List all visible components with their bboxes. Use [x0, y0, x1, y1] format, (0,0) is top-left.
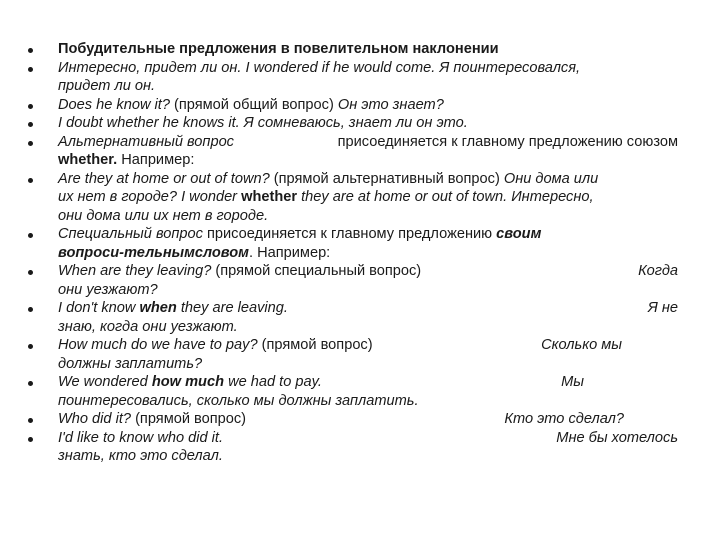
bullet-dot-icon — [28, 270, 33, 275]
list-item — [28, 170, 678, 226]
russian-translation: поинтересовались, сколько мы должны заплатить. — [58, 392, 419, 409]
russian-translation: Я не — [647, 300, 678, 316]
bullet-dot-icon — [28, 418, 33, 423]
english-question: Who did it? — [58, 411, 132, 427]
russian-translation: Мне бы хотелось — [556, 429, 678, 446]
question-type-note: (прямой общий вопрос) — [169, 96, 338, 113]
russian-translation: они дома или их нет в городе. — [58, 207, 269, 224]
list-item — [28, 133, 678, 170]
keyword: своим — [496, 226, 542, 242]
list-item — [28, 299, 678, 336]
english-question: Are they at home or out of town? — [58, 170, 270, 187]
keyword: whether. — [58, 152, 118, 168]
keyword: вопроси-тельнымсловом — [58, 244, 249, 261]
english-sentence: they are leaving. — [176, 300, 288, 316]
rule-text: Например: — [117, 152, 195, 168]
list-item — [28, 40, 678, 59]
russian-translation: Когда — [638, 263, 678, 279]
russian-translation: должны заплатить? — [58, 355, 203, 372]
list-item — [28, 429, 678, 466]
question-type-note: (прямой специальный вопрос) — [211, 263, 422, 279]
russian-translation: Кто это сделал? — [504, 411, 624, 427]
rule-text: . Например: — [248, 244, 331, 261]
bullet-dot-icon — [28, 104, 33, 109]
example-text: I doubt whether he knows it. Я сомневаюсь, знает ли он это. — [58, 115, 468, 131]
question-type-note: (прямой вопрос) — [257, 337, 373, 353]
example-text: they are at home or out of town. Интересно, — [297, 189, 594, 205]
list-item — [28, 59, 678, 96]
list-item — [28, 114, 678, 133]
keyword: when — [139, 300, 177, 316]
list-item — [28, 373, 678, 410]
justified-line — [58, 410, 678, 429]
english-question: Does he know it? — [58, 96, 170, 113]
question-type-note: (прямой вопрос) — [131, 411, 247, 427]
term: Альтернативный вопрос — [58, 133, 234, 150]
english-sentence: I don't know — [58, 300, 140, 316]
keyword: how much — [151, 374, 225, 390]
english-sentence: we had to pay. — [224, 374, 322, 390]
example-text: их нет в городе? I wonder — [58, 189, 242, 205]
english-sentence: I'd like to know who did it. — [58, 429, 224, 446]
rule-text: присоединяется к главному предложению союзом — [337, 133, 678, 150]
bullet-dot-icon — [28, 67, 33, 72]
justified-line — [58, 299, 678, 318]
bullet-dot-icon — [28, 344, 33, 349]
english-question: When are they leaving? — [58, 263, 212, 279]
keyword: whether — [241, 189, 298, 205]
justified-line — [58, 133, 678, 152]
slide-heading: Побудительные предложения в повелительном наклонении — [58, 41, 499, 57]
russian-translation: Он это знает? — [337, 96, 444, 113]
bullet-list — [28, 40, 678, 466]
justified-line — [58, 336, 678, 355]
justified-line — [58, 429, 678, 448]
list-item — [28, 225, 678, 262]
list-item — [28, 262, 678, 299]
russian-translation: знаю, когда они уезжают. — [58, 318, 238, 335]
justified-line — [58, 262, 678, 281]
rule-text: присоединяется к главному предложению — [202, 226, 497, 242]
bullet-dot-icon — [28, 437, 33, 442]
example-text: Интересно, придет ли он. I wondered if he would come. Я поинтересовался, — [58, 59, 581, 76]
russian-translation: они уезжают? — [58, 281, 158, 298]
question-type-note: (прямой альтернативный вопрос) — [269, 170, 504, 187]
english-question: How much do we have to pay? — [58, 337, 258, 353]
english-sentence: We wondered — [58, 374, 152, 390]
russian-translation: Сколько мы — [541, 337, 622, 353]
example-text: придет ли он. — [58, 78, 156, 94]
bullet-dot-icon — [28, 141, 33, 146]
list-item — [28, 96, 678, 115]
russian-translation: Мы — [561, 374, 584, 390]
russian-translation: знать, кто это сделал. — [58, 448, 223, 464]
list-item — [28, 410, 678, 429]
bullet-dot-icon — [28, 381, 33, 386]
bullet-dot-icon — [28, 48, 33, 53]
bullet-dot-icon — [28, 307, 33, 312]
term: Специальный вопрос — [58, 226, 203, 242]
bullet-dot-icon — [28, 233, 33, 238]
russian-translation: Они дома или — [503, 170, 599, 187]
justified-line — [58, 373, 678, 392]
bullet-dot-icon — [28, 178, 33, 183]
bullet-dot-icon — [28, 122, 33, 127]
list-item — [28, 336, 678, 373]
